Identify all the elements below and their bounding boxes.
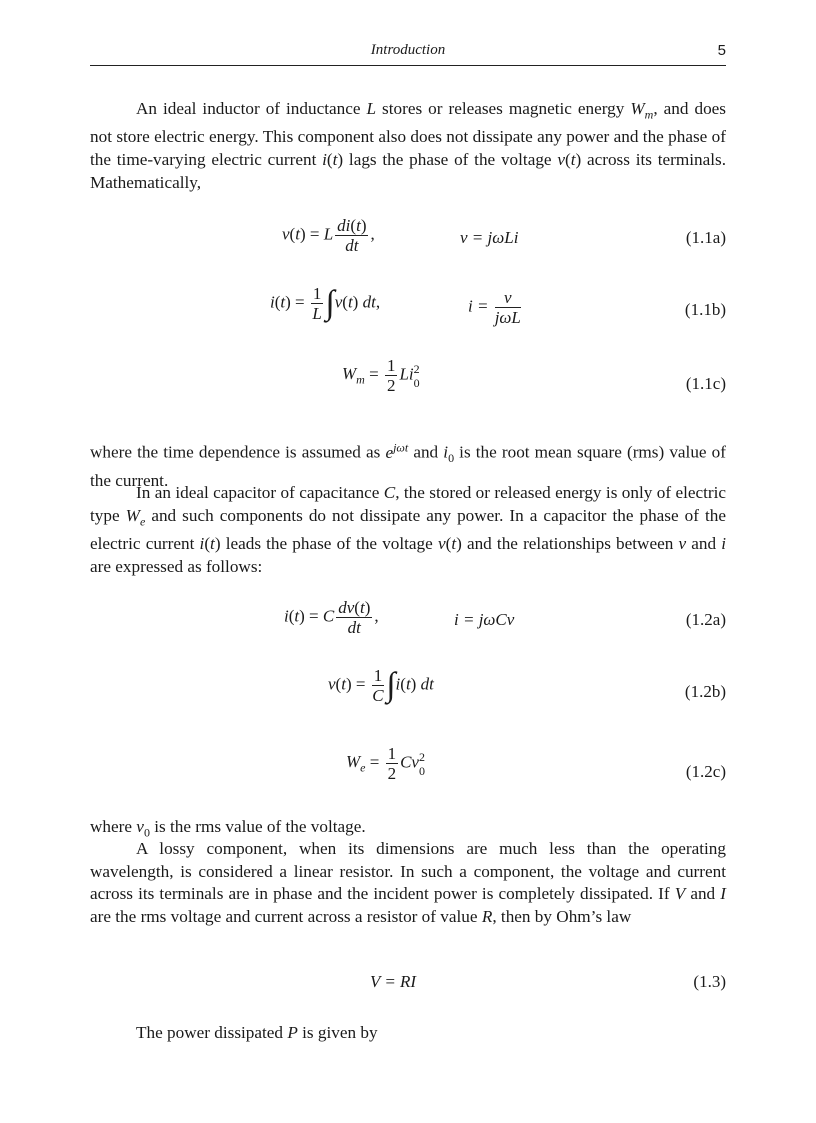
paragraph-capacitor: In an ideal capacitor of capacitance C, the stored or released energy is only of electric type $W_e$ and such components do not dissipate any power. In a capacitor the phase of the electric current i(t) leads the phase of the voltage v(t) and the relationships between v and i are expressed as follows: [90,483,727,576]
equation-1-2b: v(t) = $\frac{1}{C}$ ∫i(t) dt (1.2b) [328,666,726,705]
equation-1-1c: $W_m$ = $\frac{1}{2}$ Li2 0 (1.1c) [342,356,726,395]
equation-number: (1.2a) [685,610,726,629]
equation-1-1b: i(t) = $\frac{1}{L}$ ∫v(t) dt, i = $\frac{v}{\text{jωL}}$ (1.1b) [270,284,726,327]
paragraph-time-dependence: where the time dependence is assumed as $e^{j\omega t}$ and $i_0$ is the root mean square (rms) value of the current. [90,440,726,490]
paragraph-power: The power dissipated P is given by [136,1023,378,1042]
equation-number: (1.1a) [685,228,726,247]
equation-1-1a: v(t) = L $\frac{di(t)}{dt}$ , v = jωLi (1.1a) [282,216,726,255]
equation-number: (1.1c) [685,374,726,393]
equation-number: (1.3) [693,972,726,991]
equation-1-2c: $W_e$ = $\frac{1}{2}$ Cv2 0 (1.2c) [346,744,726,783]
equation-number: (1.2c) [685,762,726,781]
equation-text: V = RI [370,972,417,991]
page-number: 5 [717,42,726,59]
paragraph-resistor: A lossy component, when its dimensions are much less than the operating wavelength, is considered a linear resistor. In such a component, the voltage and current across its terminals are in phase and the incident power is completely dissipated. If V and I are the rms voltage and current across a resistor of value R, then by Ohm’s law [90,839,726,927]
equation-number: (1.1b) [684,300,726,319]
equation-number: (1.2b) [684,682,726,701]
paragraph-inductor: An ideal inductor of inductance L stores or releases magnetic energy $W_m$, and does not store electric energy. This component also does not dissipate any power and the phase of the time-varying electric current i(t) lags the phase of the voltage v(t) across its terminals. Mathematically, [90,99,726,192]
header-rule [90,65,726,66]
page-header [90,40,726,62]
equation-1-2a: i(t) = C $\frac{dv(t)}{dt}$ , i = jωCv (1.2a) [284,598,726,637]
running-title: Introduction [370,42,446,58]
equation-1-3 [90,972,726,1022]
paragraph-rms-voltage: where $v_0$ is the rms value of the voltage. [90,817,366,840]
